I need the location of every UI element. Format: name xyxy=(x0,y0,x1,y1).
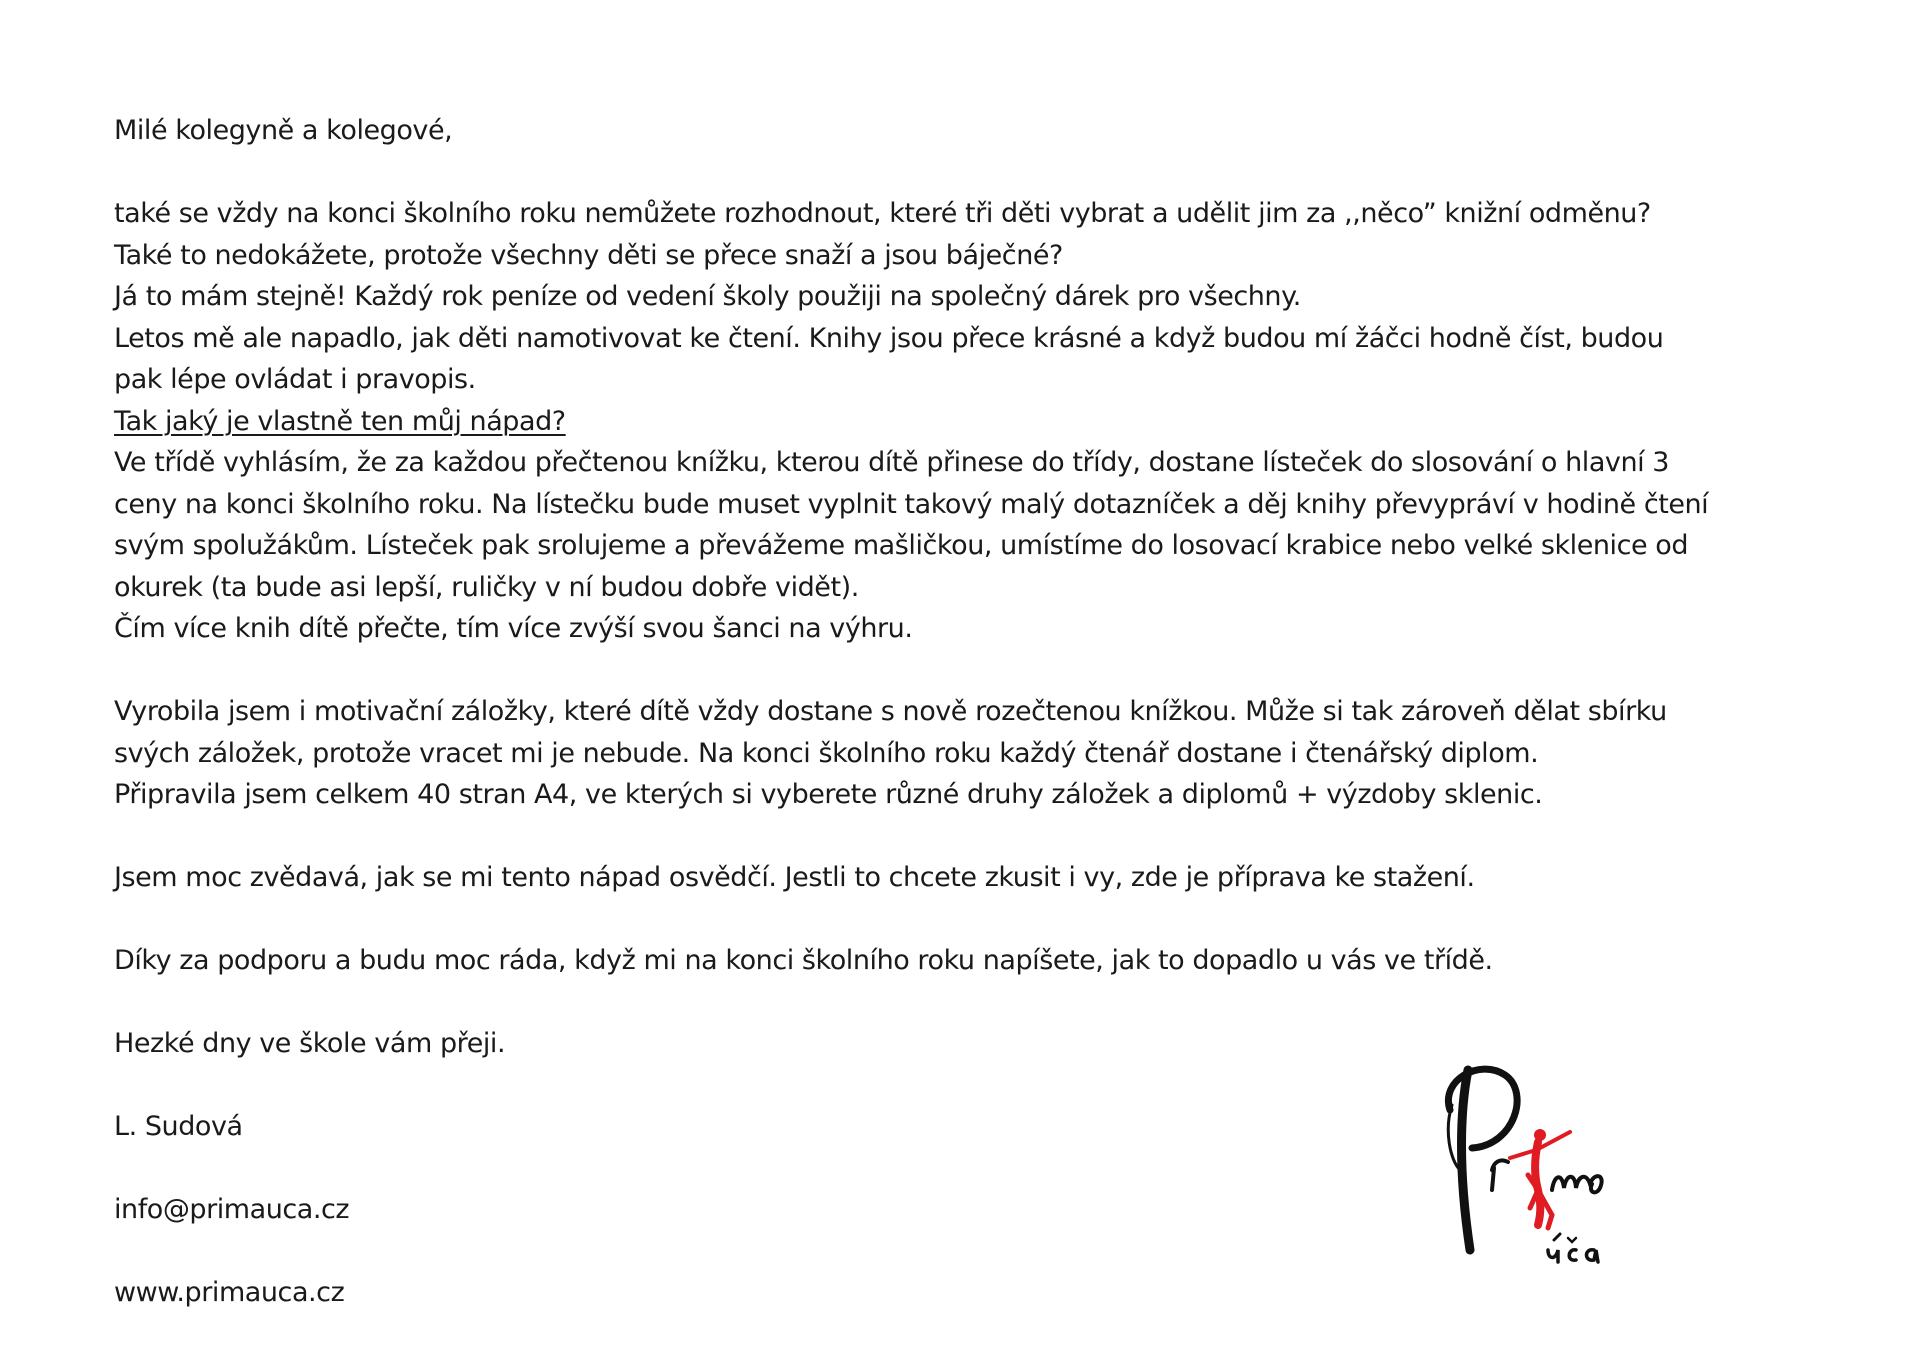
para3-line: Připravila jsem celkem 40 stran A4, ve kterých si vyberete různé druhy záložek a diplomů + výzdoby sklenic. xyxy=(114,779,1543,810)
para2-line: Čím více knih dítě přečte, tím více zvýší svou šanci na výhru. xyxy=(114,613,913,644)
para1-line: také se vždy na konci školního roku nemůžete rozhodnout, které tři děti vybrat a udělit jim za ,,něco” knižní odměnu? xyxy=(114,198,1651,229)
para3-line: Vyrobila jsem i motivační záložky, které dítě vždy dostane s nově rozečtenou knížkou. Může si tak zároveň dělat sbírku xyxy=(114,696,1667,727)
email-text: info@primauca.cz xyxy=(114,1194,350,1225)
closing: Hezké dny ve škole vám přeji. xyxy=(114,1028,506,1059)
para2-line: okurek (ta bude asi lepší, ruličky v ní budou dobře vidět). xyxy=(114,571,859,603)
para1-line: Také to nedokážete, protože všechny děti se přece snaží a jsou báječné? xyxy=(114,239,1063,271)
para1-line: Letos mě ale napadlo, jak děti namotivovat ke čtení. Knihy jsou přece krásné a když budou mí žáčci hodně číst, budou xyxy=(114,322,1664,354)
question-heading: Tak jaký je vlastně ten můj nápad? xyxy=(114,405,566,437)
para1-line: pak lépe ovládat i pravopis. xyxy=(114,364,476,395)
greeting: Milé kolegyně a kolegové, xyxy=(114,115,453,146)
para5: Díky za podporu a budu moc ráda, když mi na konci školního roku napíšete, jak to dopadlo u vás ve třídě. xyxy=(114,945,1493,976)
para2-line: svým spolužákům. Lísteček pak srolujeme a převážeme mašličkou, umístíme do losovací krabice nebo velké sklenice od xyxy=(114,530,1689,561)
prima-uca-logo xyxy=(1430,1050,1630,1275)
para4: Jsem moc zvědavá, jak se mi tento nápad osvědčí. Jestli to chcete zkusit i vy, zde je příprava ke stažení. xyxy=(114,862,1475,893)
website-text: www.primauca.cz xyxy=(114,1277,345,1308)
para1-line: Já to mám stejně! Každý rok peníze od vedení školy použiji na společný dárek pro všechny. xyxy=(114,281,1301,312)
para3-line: svých záložek, protože vracet mi je nebude. Na konci školního roku každý čtenář dostane i čtenářský diplom. xyxy=(114,737,1539,769)
para2-line: Ve třídě vyhlásím, že za každou přečtenou knížku, kterou dítě přinese do třídy, dostane lísteček do slosování o hlavní 3 xyxy=(114,447,1670,478)
para2-line: ceny na konci školního roku. Na lístečku bude muset vyplnit takový malý dotazníček a děj knihy převypráví v hodině čtení xyxy=(114,488,1709,520)
signature: L. Sudová xyxy=(114,1111,243,1142)
prima-uca-logo-mark xyxy=(1430,1050,1630,1275)
